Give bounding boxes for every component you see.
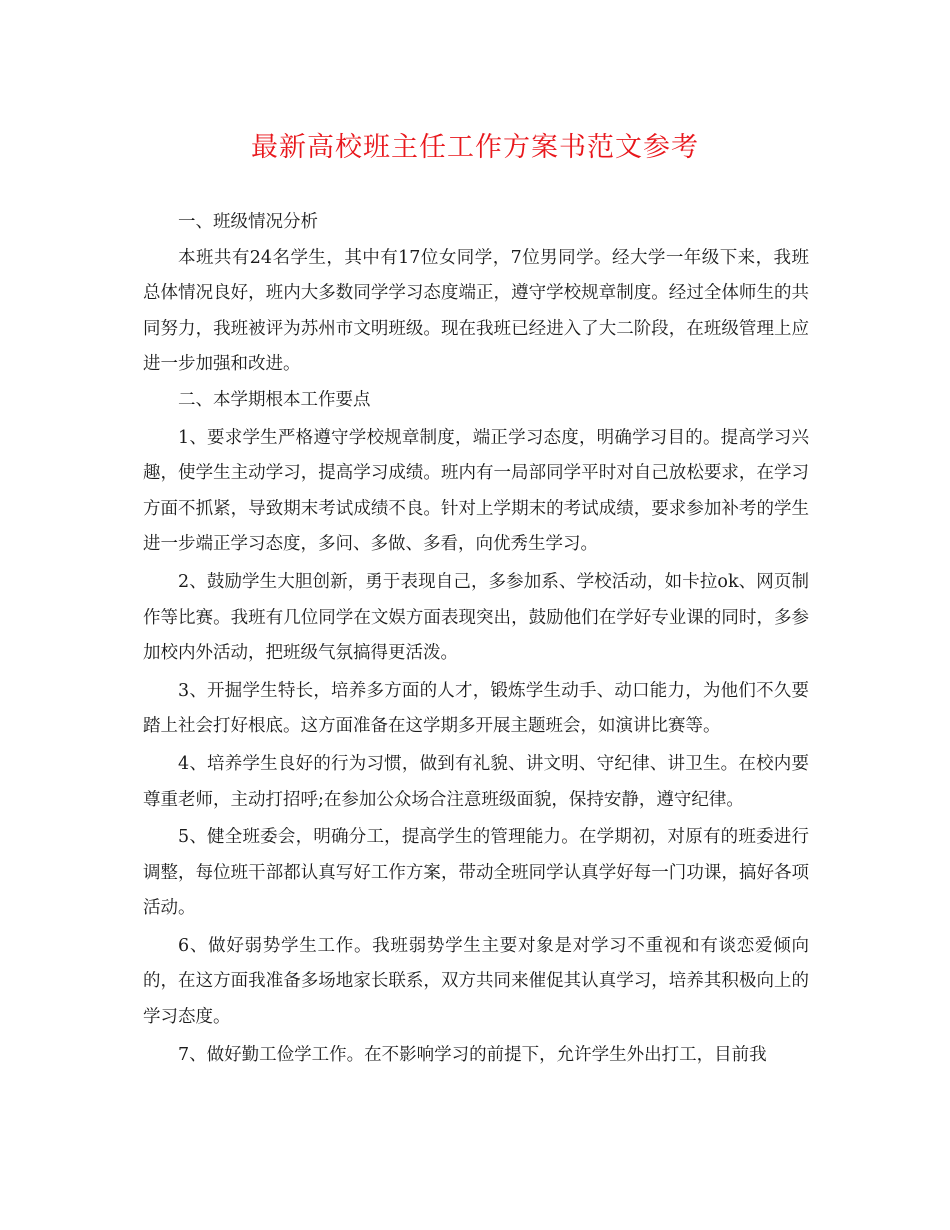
paragraph-point-6: 6、做好弱势学生工作。我班弱势学生主要对象是对学习不重视和有谈恋爱倾向的，在这方面我准备多场地家长联系，双方共同来催促其认真学习，培养其积极向上的学习态度。: [143, 935, 809, 1028]
paragraph-point-7: 7、做好勤工俭学工作。在不影响学习的前提下，允许学生外出打工，目前我: [178, 1044, 767, 1065]
section-heading-class-analysis: 一、班级情况分析: [178, 212, 318, 232]
document-title: 最新高校班主任工作方案书范文参考: [251, 132, 699, 163]
paragraph-class-overview: 本班共有24名学生，其中有17位女同学，7位男同学。经大学一年级下来，我班总体情况良好，班内大多数同学学习态度端正，遵守学校规章制度。经过全体师生的共同努力，我班被评为苏州市文明班级。现在我班已经进入了大二阶段，在班级管理上应进一步加强和改进。: [143, 247, 809, 375]
paragraph-point-1: 1、要求学生严格遵守学校规章制度，端正学习态度，明确学习目的。提高学习兴趣，使学生主动学习，提高学习成绩。班内有一局部同学平时对自己放松要求，在学习方面不抓紧，导致期末考试成绩不良。针对上学期末的考试成绩，要求参加补考的学生进一步端正学习态度，多问、多做、多看，向优秀生学习。: [143, 427, 809, 555]
document-body: [143, 205, 809, 1073]
paragraph-point-2: 2、鼓励学生大胆创新，勇于表现自己，多参加系、学校活动，如卡拉ok、网页制作等比赛。我班有几位同学在文娱方面表现突出，鼓励他们在学好专业课的同时，多参加校内外活动，把班级气氛搞得更活泼。: [143, 571, 809, 664]
paragraph-point-3: 3、开掘学生特长，培养多方面的人才，锻炼学生动手、动口能力，为他们不久要踏上社会打好根底。这方面准备在这学期多开展主题班会，如演讲比赛等。: [143, 680, 809, 737]
section-heading-work-points: 二、本学期根本工作要点: [178, 389, 371, 410]
paragraph-point-4: 4、培养学生良好的行为习惯，做到有礼貌、讲文明、守纪律、讲卫生。在校内要尊重老师，主动打招呼;在参加公众场合注意班级面貌，保持安静，遵守纪律。: [143, 753, 809, 810]
paragraph-point-5: 5、健全班委会，明确分工，提高学生的管理能力。在学期初，对原有的班委进行调整，每位班干部都认真写好工作方案，带动全班同学认真学好每一门功课，搞好各项活动。: [143, 827, 809, 919]
